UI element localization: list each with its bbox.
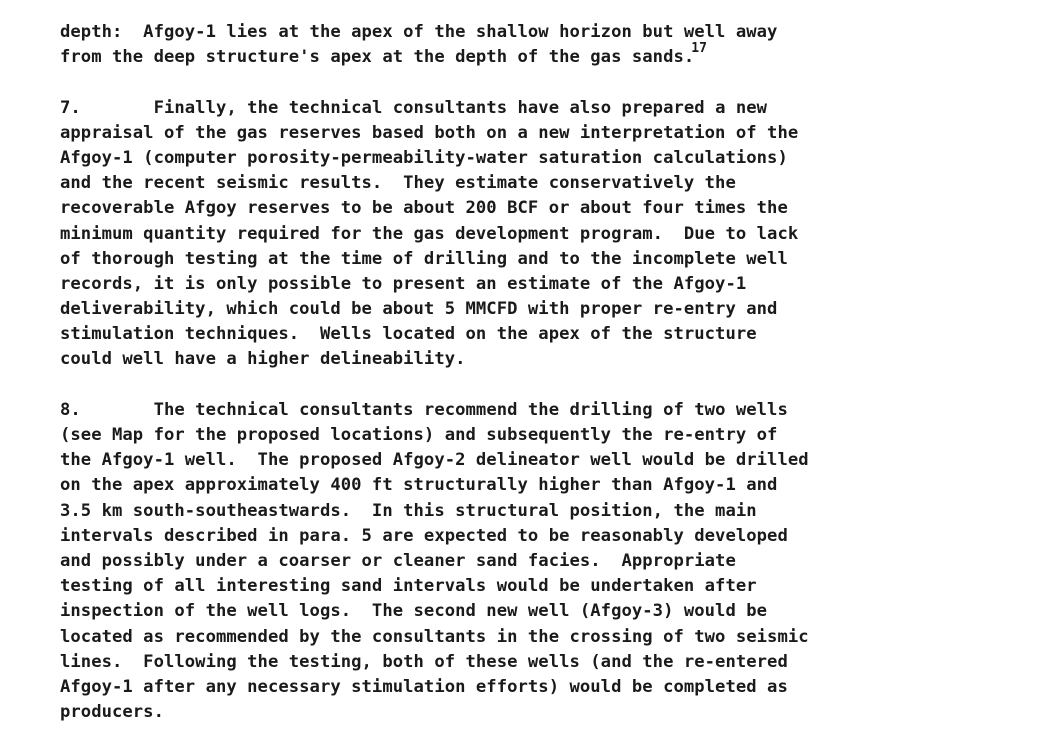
text-line: and the recent seismic results. They estimate conservatively the — [60, 173, 736, 194]
paragraph-gap — [60, 373, 1030, 398]
text-line: of thorough testing at the time of drilling and to the incomplete well — [60, 248, 788, 269]
document-page — [60, 20, 1030, 725]
text-line: deliverability, which could be about 5 MMCFD with proper re-entry and — [60, 299, 778, 320]
text-line: inspection of the well logs. The second new well (Afgoy-3) would be — [60, 601, 768, 622]
text-line: on the apex approximately 400 ft structurally higher than Afgoy-1 and — [60, 475, 778, 496]
paragraph-number: 7. — [60, 97, 81, 118]
text-line: (see Map for the proposed locations) and subsequently the re-entry of — [60, 425, 778, 445]
text-line: Afgoy-1 after any necessary stimulation efforts) would be completed as — [60, 676, 788, 697]
text-line: lines. Following the testing, both of these wells (and the re-entered — [60, 651, 788, 672]
text-line: depth: Afgoy-1 lies at the apex of the shallow horizon but well away — [60, 22, 778, 42]
text-line: the Afgoy-1 well. The proposed Afgoy-2 delineator well would be drilled — [60, 450, 809, 471]
text-line-with-footnote — [60, 41, 1030, 70]
text-line: intervals described in para. 5 are expected to be reasonably developed — [60, 525, 788, 546]
text-line-content: The technical consultants recommend the drilling of two wells — [153, 399, 788, 420]
paragraph-8 — [60, 398, 1030, 725]
text-line: and possibly under a coarser or cleaner sand facies. Appropriate — [60, 550, 736, 571]
text-line: recoverable Afgoy reserves to be about 200 BCF or about four times the — [60, 198, 788, 219]
text-line-content: Finally, the technical consultants have also prepared a new — [153, 97, 768, 118]
paragraph-first-line — [60, 96, 1030, 121]
text-line: testing of all interesting sand intervals would be undertaken after — [60, 576, 757, 597]
text-line: records, it is only possible to present an estimate of the Afgoy-1 — [60, 273, 747, 294]
text-line-content: from the deep structure's apex at the depth of the gas sands. — [60, 47, 695, 68]
paragraph-gap — [60, 70, 1030, 95]
text-line: Afgoy-1 (computer porosity-permeability-water saturation calculations) — [60, 147, 788, 168]
paragraph-first-line — [60, 398, 1030, 423]
text-line: could well have a higher delineability. — [60, 349, 466, 370]
footnote-marker: 17 — [691, 41, 708, 57]
text-line: 3.5 km south-southeastwards. In this structural position, the main — [60, 500, 757, 521]
intro-paragraph — [60, 20, 1030, 70]
text-line: producers. — [60, 702, 164, 723]
paragraph-7 — [60, 96, 1030, 373]
paragraph-number: 8. — [60, 399, 81, 420]
text-line: located as recommended by the consultants in the crossing of two seismic — [60, 626, 809, 647]
text-line: minimum quantity required for the gas development program. Due to lack — [60, 223, 799, 244]
text-line: appraisal of the gas reserves based both on a new interpretation of the — [60, 122, 799, 143]
text-line: stimulation techniques. Wells located on the apex of the structure — [60, 324, 757, 345]
